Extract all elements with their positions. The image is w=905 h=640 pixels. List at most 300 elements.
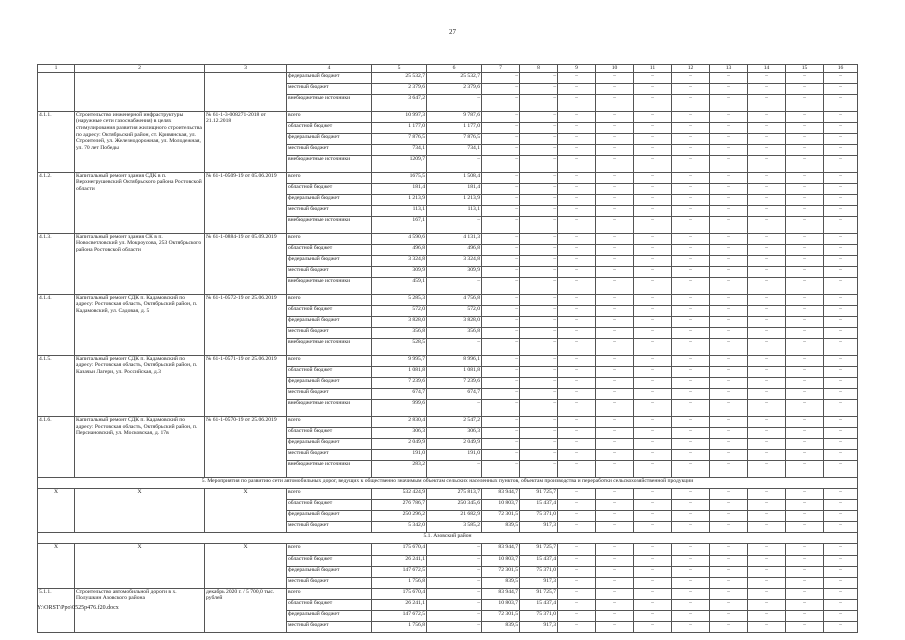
amount-cell: –	[786, 378, 824, 389]
funding-source: федеральный бюджет	[287, 256, 372, 267]
amount-cell: –	[558, 416, 596, 427]
amount-cell: –	[786, 267, 824, 278]
amount-cell: –	[634, 622, 672, 633]
column-number: 15	[786, 65, 824, 73]
amount-cell: 1 081,8	[427, 366, 482, 377]
column-number: 5	[372, 65, 427, 73]
funding-source: областной бюджет	[287, 305, 372, 316]
amount-cell: 175 670,4	[372, 544, 427, 555]
funding-source: федеральный бюджет	[287, 511, 372, 522]
amount-cell: –	[427, 217, 482, 234]
funding-source: всего	[287, 544, 372, 555]
amount-cell: –	[482, 439, 520, 450]
funding-source: всего	[287, 111, 372, 122]
amount-cell: –	[596, 217, 634, 234]
amount-cell: 15 437,4	[520, 500, 558, 511]
amount-cell: –	[672, 317, 710, 328]
amount-cell: –	[634, 183, 672, 194]
amount-cell: 250 345,6	[427, 500, 482, 511]
funding-source: областной бюджет	[287, 599, 372, 610]
amount-cell: –	[482, 328, 520, 339]
amount-cell: –	[824, 416, 858, 427]
amount-cell: –	[786, 122, 824, 133]
amount-cell: –	[786, 134, 824, 145]
amount-cell: –	[672, 256, 710, 267]
amount-cell: –	[824, 195, 858, 206]
amount-cell: –	[520, 111, 558, 122]
amount-cell: –	[786, 400, 824, 417]
item-number: X	[38, 489, 75, 533]
amount-cell: 7 239,6	[372, 378, 427, 389]
amount-cell: –	[786, 622, 824, 633]
amount-cell: –	[672, 511, 710, 522]
amount-cell: –	[710, 95, 748, 112]
amount-cell: 83 944,7	[482, 489, 520, 500]
amount-cell: –	[710, 206, 748, 217]
column-number: 4	[287, 65, 372, 73]
amount-cell: –	[710, 145, 748, 156]
amount-cell: –	[748, 233, 786, 244]
amount-cell: –	[824, 366, 858, 377]
amount-cell: –	[482, 172, 520, 183]
funding-source: федеральный бюджет	[287, 611, 372, 622]
amount-cell: 572,0	[427, 305, 482, 316]
amount-cell: –	[596, 622, 634, 633]
amount-cell: 10 803,7	[482, 555, 520, 566]
amount-cell: –	[710, 339, 748, 356]
amount-cell: 72 301,5	[482, 566, 520, 577]
amount-cell: –	[824, 522, 858, 533]
funding-source: всего	[287, 294, 372, 305]
amount-cell: –	[824, 294, 858, 305]
amount-cell: –	[672, 305, 710, 316]
amount-cell: –	[748, 134, 786, 145]
amount-cell: –	[786, 566, 824, 577]
funding-source: федеральный бюджет	[287, 317, 372, 328]
amount-cell: –	[634, 577, 672, 588]
amount-cell: –	[824, 73, 858, 84]
page-number: 27	[449, 28, 456, 36]
amount-cell: –	[520, 355, 558, 366]
amount-cell: –	[672, 122, 710, 133]
amount-cell: –	[786, 233, 824, 244]
amount-cell: –	[596, 522, 634, 533]
amount-cell: –	[520, 156, 558, 173]
amount-cell: 496,8	[427, 244, 482, 255]
amount-cell: 734,1	[427, 145, 482, 156]
amount-cell: –	[672, 489, 710, 500]
amount-cell: –	[786, 73, 824, 84]
amount-cell: –	[558, 156, 596, 173]
table-row	[38, 588, 858, 599]
amount-cell: –	[596, 355, 634, 366]
amount-cell: –	[596, 256, 634, 267]
amount-cell: –	[482, 145, 520, 156]
column-number: 12	[672, 65, 710, 73]
amount-cell: –	[824, 233, 858, 244]
amount-cell: –	[710, 317, 748, 328]
amount-cell: –	[672, 577, 710, 588]
amount-cell: –	[786, 428, 824, 439]
amount-cell: –	[520, 183, 558, 194]
amount-cell: –	[672, 95, 710, 112]
amount-cell: –	[748, 244, 786, 255]
amount-cell: 3 324,8	[372, 256, 427, 267]
amount-cell: –	[520, 95, 558, 112]
amount-cell: –	[786, 111, 824, 122]
amount-cell: –	[672, 328, 710, 339]
amount-cell: 1 177,0	[372, 122, 427, 133]
amount-cell: –	[786, 489, 824, 500]
amount-cell: –	[710, 172, 748, 183]
amount-cell: –	[824, 305, 858, 316]
amount-cell: –	[482, 366, 520, 377]
amount-cell: 147 672,5	[372, 611, 427, 622]
amount-cell: –	[558, 233, 596, 244]
amount-cell: –	[634, 522, 672, 533]
amount-cell: –	[824, 389, 858, 400]
amount-cell: –	[558, 599, 596, 610]
amount-cell: 309,9	[427, 267, 482, 278]
amount-cell: –	[482, 195, 520, 206]
amount-cell: –	[634, 339, 672, 356]
amount-cell: –	[672, 611, 710, 622]
amount-cell: –	[634, 511, 672, 522]
amount-cell: –	[710, 416, 748, 427]
column-number: 1	[38, 65, 75, 73]
amount-cell: –	[596, 461, 634, 478]
amount-cell: 91 725,7	[520, 588, 558, 599]
amount-cell: 250 296,2	[372, 511, 427, 522]
amount-cell: –	[786, 366, 824, 377]
amount-cell: 5 285,3	[372, 294, 427, 305]
amount-cell: –	[520, 217, 558, 234]
table-row	[38, 544, 858, 555]
amount-cell: –	[710, 73, 748, 84]
item-document	[205, 73, 287, 112]
amount-cell: –	[558, 500, 596, 511]
amount-cell: –	[748, 428, 786, 439]
amount-cell: 3 647,2	[372, 95, 427, 112]
amount-cell: 175 670,4	[372, 588, 427, 599]
amount-cell: –	[520, 328, 558, 339]
amount-cell: –	[558, 206, 596, 217]
item-document: X	[205, 489, 287, 533]
amount-cell: –	[710, 389, 748, 400]
amount-cell: –	[786, 217, 824, 234]
amount-cell: –	[558, 244, 596, 255]
item-name	[75, 73, 205, 112]
funding-source: местный бюджет	[287, 577, 372, 588]
amount-cell: –	[824, 577, 858, 588]
amount-cell: –	[672, 450, 710, 461]
amount-cell: –	[558, 256, 596, 267]
funding-source: местный бюджет	[287, 206, 372, 217]
amount-cell: –	[786, 294, 824, 305]
amount-cell: –	[634, 439, 672, 450]
budget-table	[37, 64, 858, 633]
amount-cell: –	[596, 566, 634, 577]
amount-cell: 4 131,3	[427, 233, 482, 244]
section-row	[38, 533, 858, 544]
amount-cell: –	[634, 73, 672, 84]
amount-cell: 72 301,5	[482, 511, 520, 522]
amount-cell: –	[710, 611, 748, 622]
amount-cell: 674,7	[427, 389, 482, 400]
amount-cell: –	[824, 267, 858, 278]
amount-cell: 181,4	[372, 183, 427, 194]
amount-cell: –	[558, 111, 596, 122]
amount-cell: 674,7	[372, 389, 427, 400]
amount-cell: –	[520, 244, 558, 255]
amount-cell: –	[634, 555, 672, 566]
amount-cell: –	[596, 195, 634, 206]
column-number-row	[38, 65, 858, 73]
amount-cell: 2 830,4	[372, 416, 427, 427]
amount-cell: 839,5	[482, 522, 520, 533]
column-number: 11	[634, 65, 672, 73]
amount-cell: –	[634, 500, 672, 511]
amount-cell: 2 049,9	[427, 439, 482, 450]
amount-cell: –	[710, 622, 748, 633]
amount-cell: –	[482, 389, 520, 400]
funding-source: областной бюджет	[287, 244, 372, 255]
amount-cell: –	[558, 555, 596, 566]
amount-cell: –	[634, 450, 672, 461]
amount-cell: –	[520, 84, 558, 95]
amount-cell: –	[634, 145, 672, 156]
amount-cell: –	[520, 461, 558, 478]
amount-cell: –	[748, 389, 786, 400]
amount-cell: –	[558, 195, 596, 206]
amount-cell: –	[786, 172, 824, 183]
amount-cell: –	[710, 500, 748, 511]
amount-cell: –	[558, 339, 596, 356]
amount-cell: –	[596, 400, 634, 417]
amount-cell: –	[672, 278, 710, 295]
amount-cell: –	[596, 450, 634, 461]
amount-cell: –	[634, 489, 672, 500]
amount-cell: –	[596, 511, 634, 522]
amount-cell: –	[824, 500, 858, 511]
item-number: 5.1.1.	[38, 588, 75, 632]
amount-cell: 26 241,1	[372, 599, 427, 610]
amount-cell: 276 786,7	[372, 500, 427, 511]
column-number: 7	[482, 65, 520, 73]
amount-cell: –	[824, 122, 858, 133]
amount-cell: –	[596, 267, 634, 278]
amount-cell: –	[482, 84, 520, 95]
amount-cell: –	[634, 206, 672, 217]
amount-cell: –	[520, 294, 558, 305]
amount-cell: –	[748, 366, 786, 377]
amount-cell: –	[520, 378, 558, 389]
amount-cell: 3 585,2	[427, 522, 482, 533]
amount-cell: 72 301,5	[482, 611, 520, 622]
amount-cell: –	[520, 450, 558, 461]
amount-cell: –	[672, 378, 710, 389]
amount-cell: –	[558, 278, 596, 295]
amount-cell: –	[520, 439, 558, 450]
amount-cell: 25 532,7	[372, 73, 427, 84]
amount-cell: –	[672, 428, 710, 439]
amount-cell: –	[427, 278, 482, 295]
amount-cell: –	[482, 428, 520, 439]
amount-cell: –	[596, 489, 634, 500]
amount-cell: –	[748, 183, 786, 194]
amount-cell: –	[672, 183, 710, 194]
amount-cell: –	[824, 489, 858, 500]
amount-cell: 25 532,7	[427, 73, 482, 84]
amount-cell: –	[596, 339, 634, 356]
amount-cell: –	[672, 84, 710, 95]
amount-cell: –	[786, 461, 824, 478]
amount-cell: –	[634, 599, 672, 610]
funding-source: внебюджетные источники	[287, 339, 372, 356]
amount-cell: –	[824, 555, 858, 566]
amount-cell: –	[558, 577, 596, 588]
amount-cell: 532 424,9	[372, 489, 427, 500]
amount-cell: –	[710, 195, 748, 206]
amount-cell: 1 756,8	[372, 577, 427, 588]
amount-cell: –	[824, 339, 858, 356]
amount-cell: –	[710, 599, 748, 610]
amount-cell: –	[634, 400, 672, 417]
amount-cell: –	[672, 544, 710, 555]
amount-cell: –	[427, 400, 482, 417]
amount-cell: –	[672, 416, 710, 427]
amount-cell: –	[596, 95, 634, 112]
amount-cell: –	[824, 183, 858, 194]
amount-cell: –	[710, 134, 748, 145]
amount-cell: –	[824, 566, 858, 577]
amount-cell: –	[558, 461, 596, 478]
amount-cell: –	[558, 267, 596, 278]
funding-source: местный бюджет	[287, 267, 372, 278]
funding-source: местный бюджет	[287, 522, 372, 533]
amount-cell: –	[672, 294, 710, 305]
funding-source: внебюджетные источники	[287, 461, 372, 478]
amount-cell: –	[786, 611, 824, 622]
amount-cell: –	[482, 461, 520, 478]
amount-cell: –	[596, 555, 634, 566]
funding-source: федеральный бюджет	[287, 195, 372, 206]
amount-cell: –	[596, 416, 634, 427]
amount-cell: 9 787,6	[427, 111, 482, 122]
amount-cell: –	[672, 217, 710, 234]
column-number: 2	[75, 65, 205, 73]
amount-cell: –	[558, 489, 596, 500]
amount-cell: –	[786, 328, 824, 339]
amount-cell: –	[558, 73, 596, 84]
funding-source: местный бюджет	[287, 145, 372, 156]
column-number: 8	[520, 65, 558, 73]
section-title: 5.1. Азовский район	[38, 533, 858, 544]
amount-cell: –	[748, 278, 786, 295]
amount-cell: 113,1	[372, 206, 427, 217]
amount-cell: –	[824, 588, 858, 599]
amount-cell: –	[710, 577, 748, 588]
amount-cell: 1 081,8	[372, 366, 427, 377]
funding-source: местный бюджет	[287, 84, 372, 95]
amount-cell: –	[710, 84, 748, 95]
amount-cell: –	[748, 195, 786, 206]
funding-source: всего	[287, 416, 372, 427]
amount-cell: –	[482, 183, 520, 194]
amount-cell: –	[558, 84, 596, 95]
funding-source: областной бюджет	[287, 183, 372, 194]
amount-cell: –	[520, 145, 558, 156]
amount-cell: 26 241,1	[372, 555, 427, 566]
amount-cell: –	[596, 294, 634, 305]
amount-cell: –	[427, 544, 482, 555]
amount-cell: –	[672, 400, 710, 417]
amount-cell: 15 437,4	[520, 555, 558, 566]
amount-cell: –	[596, 428, 634, 439]
amount-cell: –	[558, 511, 596, 522]
amount-cell: –	[558, 428, 596, 439]
amount-cell: –	[634, 256, 672, 267]
amount-cell: –	[748, 511, 786, 522]
amount-cell: –	[824, 328, 858, 339]
amount-cell: –	[748, 555, 786, 566]
amount-cell: –	[710, 428, 748, 439]
amount-cell: –	[520, 195, 558, 206]
column-number: 13	[710, 65, 748, 73]
amount-cell: –	[596, 439, 634, 450]
amount-cell: 356,8	[427, 328, 482, 339]
amount-cell: –	[596, 317, 634, 328]
amount-cell: –	[672, 566, 710, 577]
amount-cell: 21 682,9	[427, 511, 482, 522]
amount-cell: 147 672,5	[372, 566, 427, 577]
amount-cell: –	[596, 84, 634, 95]
amount-cell: 4 756,8	[427, 294, 482, 305]
table-row	[38, 294, 858, 305]
amount-cell: –	[596, 233, 634, 244]
amount-cell: –	[482, 278, 520, 295]
amount-cell: –	[634, 544, 672, 555]
amount-cell: –	[748, 599, 786, 610]
funding-source: внебюджетные источники	[287, 400, 372, 417]
column-number: 16	[824, 65, 858, 73]
funding-source: местный бюджет	[287, 622, 372, 633]
amount-cell: –	[634, 428, 672, 439]
amount-cell: –	[710, 555, 748, 566]
item-name: Капитальный ремонт здания СДК в п. Верхнегрушевский Октябрьского района Ростовской области	[75, 172, 205, 233]
amount-cell: –	[824, 599, 858, 610]
amount-cell: –	[786, 500, 824, 511]
amount-cell: –	[748, 566, 786, 577]
amount-cell: –	[558, 378, 596, 389]
amount-cell: –	[634, 111, 672, 122]
amount-cell: 7 239,6	[427, 378, 482, 389]
amount-cell: –	[824, 450, 858, 461]
item-name: Капитальный ремонт здания СК в п. Новосветловский ул. Мокроусова, 25З Октябрьского района Ростовской области	[75, 233, 205, 294]
amount-cell: –	[558, 317, 596, 328]
funding-source: областной бюджет	[287, 122, 372, 133]
amount-cell: –	[482, 122, 520, 133]
amount-cell: –	[427, 156, 482, 173]
amount-cell: –	[520, 317, 558, 328]
amount-cell: –	[786, 544, 824, 555]
amount-cell: –	[596, 156, 634, 173]
amount-cell: –	[710, 378, 748, 389]
amount-cell: 999,6	[372, 400, 427, 417]
amount-cell: –	[596, 577, 634, 588]
amount-cell: –	[786, 305, 824, 316]
amount-cell: –	[520, 278, 558, 295]
